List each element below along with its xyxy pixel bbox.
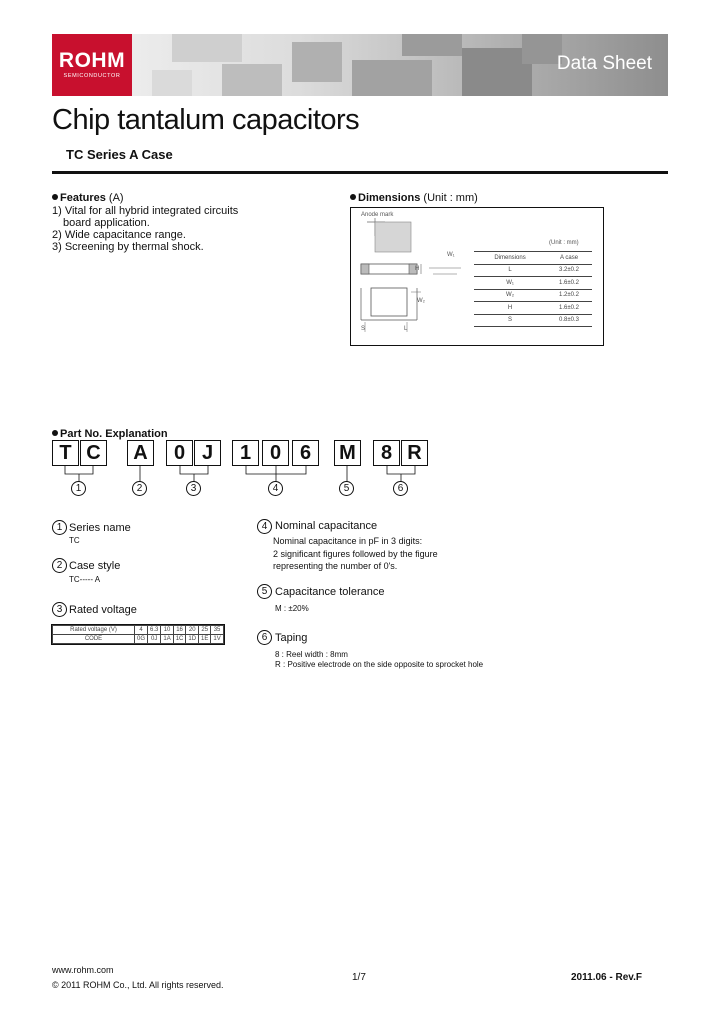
capacitance-tolerance-value: M : ±20%	[275, 604, 309, 613]
table-row	[474, 252, 592, 265]
table-cell: 20	[186, 626, 199, 635]
feature-item: 1) Vital for all hybrid integrated circuits	[52, 205, 239, 217]
marker-circle: 4	[257, 519, 272, 534]
table-row	[474, 289, 592, 302]
table-cell: 1V	[211, 635, 223, 644]
footer-copyright: © 2011 ROHM Co., Ltd. All rights reserved.	[52, 980, 224, 990]
title-rule	[52, 171, 668, 174]
marker-circle: 1	[71, 481, 86, 496]
nominal-capacitance-line: representing the number of 0's.	[273, 561, 398, 571]
marker-circle: 6	[257, 630, 272, 645]
table-cell: L	[474, 264, 546, 277]
table-cell: 3.2±0.2	[546, 264, 592, 277]
table-cell: 1C	[173, 635, 186, 644]
part-char-box: 8	[373, 440, 400, 466]
table-row	[474, 264, 592, 277]
table-cell: 25	[199, 626, 211, 635]
part-char-box: 6	[292, 440, 319, 466]
table-row	[474, 302, 592, 315]
bullet-icon	[52, 194, 58, 200]
feature-item: 2) Wide capacitance range.	[52, 229, 186, 241]
w1-label: W₁	[447, 252, 455, 258]
marker-circle: 4	[268, 481, 283, 496]
bullet-icon	[52, 430, 58, 436]
revision: 2011.06 - Rev.F	[571, 972, 642, 983]
table-cell: 0.8±0.3	[546, 314, 592, 327]
table-cell: 1A	[161, 635, 173, 644]
capacitance-tolerance-title: Capacitance tolerance	[275, 586, 385, 598]
marker-circle: 2	[132, 481, 147, 496]
table-cell: 6.3	[148, 626, 161, 635]
case-style-title: Case style	[69, 560, 121, 572]
marker-circle: 3	[52, 602, 67, 617]
table-row	[53, 626, 224, 635]
taping-title: Taping	[275, 632, 308, 644]
table-cell: 4	[135, 626, 148, 635]
taping-line: 8 : Reel width : 8mm	[275, 650, 348, 659]
table-cell: 0J	[148, 635, 161, 644]
series-name-value: TC	[69, 536, 80, 545]
table-row	[474, 277, 592, 290]
header-banner	[52, 34, 668, 96]
w2-label: W₂	[417, 298, 425, 304]
h-label: H	[415, 266, 420, 272]
part-char-box: 1	[232, 440, 259, 466]
rated-voltage-table	[52, 625, 224, 644]
part-char-box: R	[401, 440, 428, 466]
table-cell: 16	[173, 626, 186, 635]
part-char-box: 0	[262, 440, 289, 466]
rohm-logo	[52, 34, 132, 96]
series-name-title: Series name	[69, 522, 131, 534]
page-title: Chip tantalum capacitors	[52, 104, 360, 136]
table-header: Dimensions	[474, 252, 546, 265]
marker-circle: 1	[52, 520, 67, 535]
feature-item: board application.	[63, 217, 150, 229]
table-cell: 1E	[199, 635, 211, 644]
table-row	[474, 314, 592, 327]
l-label: L	[404, 326, 408, 332]
table-cell: 1.2±0.2	[546, 289, 592, 302]
logo-text: ROHM	[58, 49, 126, 72]
table-row	[53, 635, 224, 644]
marker-circle: 2	[52, 558, 67, 573]
table-cell: 10	[161, 626, 173, 635]
case-style-value: TC----- A	[69, 575, 101, 584]
part-char-box: A	[127, 440, 154, 466]
table-header: CODE	[53, 635, 135, 644]
dimensions-heading: Dimensions (Unit : mm)	[350, 192, 478, 204]
table-cell: H	[474, 302, 546, 315]
nominal-capacitance-line: Nominal capacitance in pF in 3 digits:	[273, 536, 423, 546]
table-cell: 1.6±0.2	[546, 302, 592, 315]
page-subtitle: TC Series A Case	[66, 147, 173, 162]
part-char-box: J	[194, 440, 221, 466]
marker-circle: 5	[339, 481, 354, 496]
part-char-box: C	[80, 440, 107, 466]
dimensions-table	[474, 251, 592, 327]
table-cell: S	[474, 314, 546, 327]
taping-line: R : Positive electrode on the side opposite to sprocket hole	[275, 660, 484, 669]
feature-item: 3) Screening by thermal shock.	[52, 241, 204, 253]
marker-circle: 6	[393, 481, 408, 496]
part-char-box: M	[334, 440, 361, 466]
marker-circle: 5	[257, 584, 272, 599]
doc-type: Data Sheet	[556, 53, 652, 74]
table-cell: W₁	[474, 277, 546, 290]
table-cell: 0G	[135, 635, 148, 644]
nominal-capacitance-title: Nominal capacitance	[275, 520, 378, 532]
bullet-icon	[350, 194, 356, 200]
unit-note: (Unit : mm)	[549, 240, 579, 246]
footer-url[interactable]: www.rohm.com	[52, 965, 114, 975]
page-number: 1/7	[352, 972, 366, 983]
part-char-box: T	[52, 440, 79, 466]
nominal-capacitance-line: 2 significant figures followed by the figure	[273, 549, 438, 559]
table-cell: W₂	[474, 289, 546, 302]
rated-voltage-title: Rated voltage	[69, 604, 137, 616]
logo-subtext: SEMICONDUCTOR	[63, 73, 121, 79]
part-char-box: 0	[166, 440, 193, 466]
features-heading: Features (A)	[52, 192, 124, 204]
table-cell: 1.6±0.2	[546, 277, 592, 290]
table-header: Rated voltage (V)	[53, 626, 135, 635]
s-label: S	[361, 326, 366, 332]
table-cell: 1D	[186, 635, 199, 644]
marker-circle: 3	[186, 481, 201, 496]
table-header: A case	[546, 252, 592, 265]
table-cell: 35	[211, 626, 223, 635]
anode-mark-label: Anode mark	[361, 212, 394, 218]
part-no-heading: Part No. Explanation	[52, 428, 168, 440]
